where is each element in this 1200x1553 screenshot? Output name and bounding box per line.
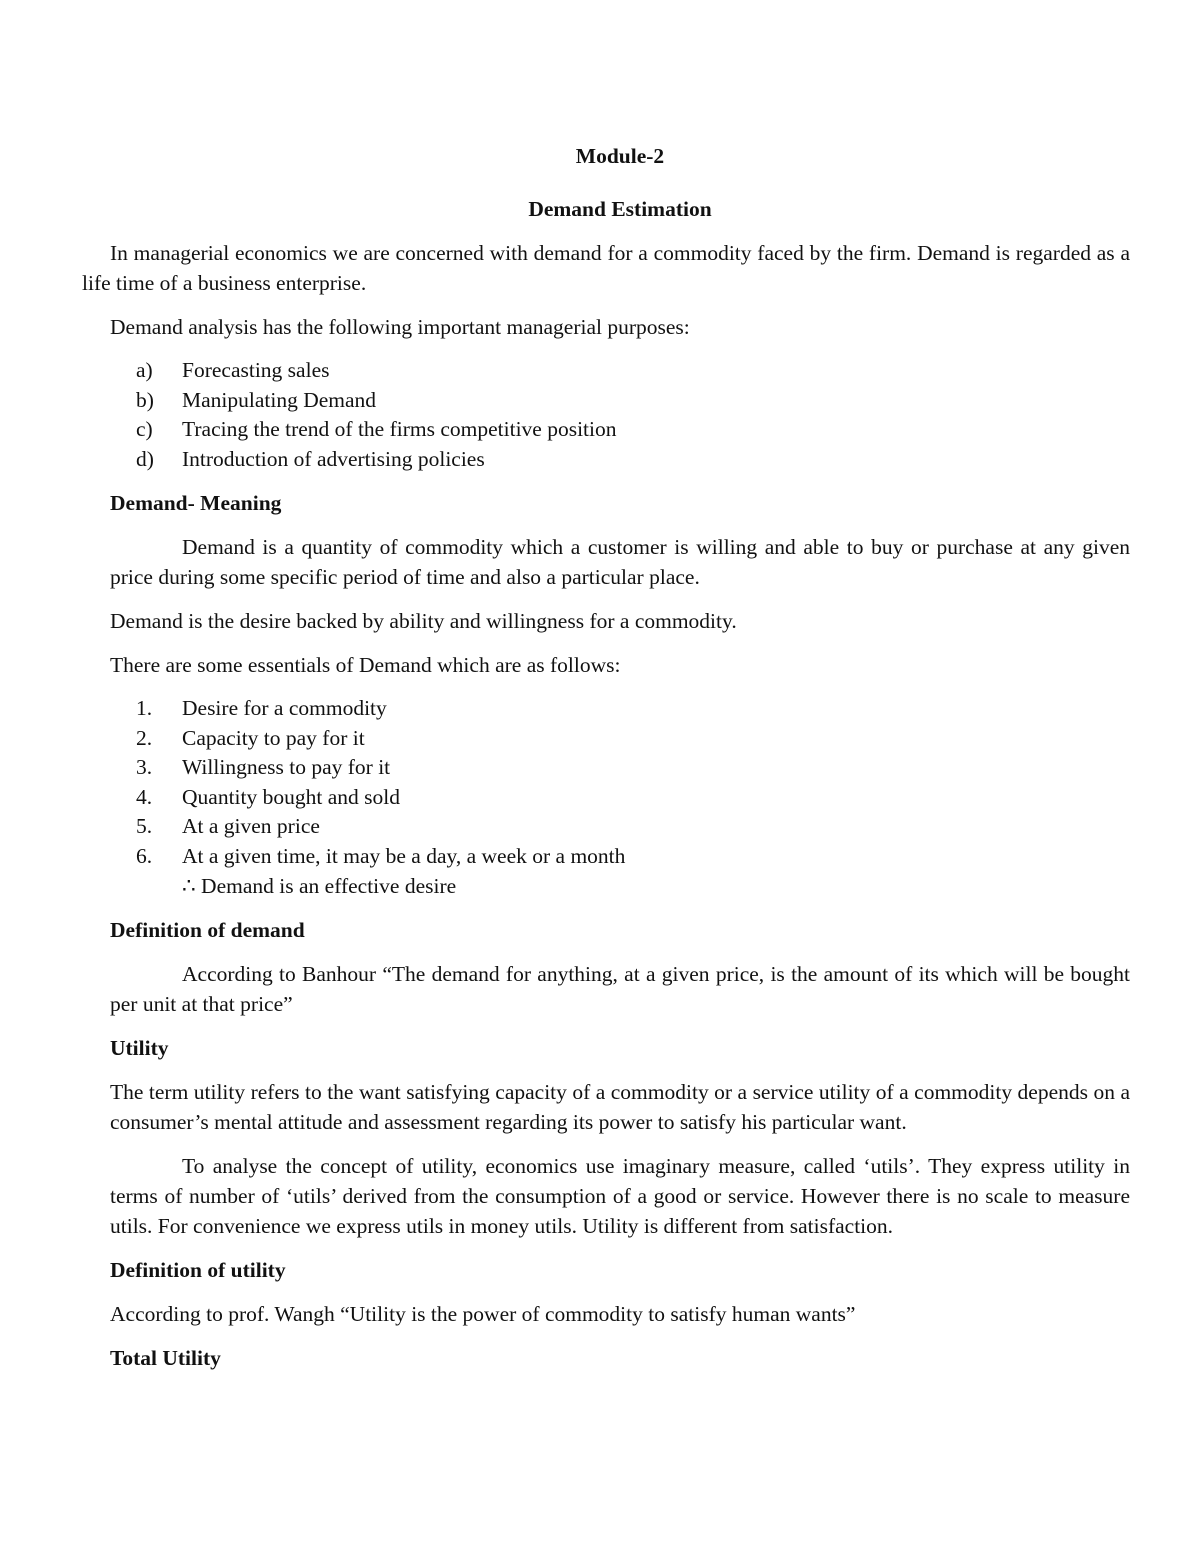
list-item-text: Introduction of advertising policies — [182, 446, 485, 471]
list-marker: b) — [136, 387, 154, 412]
list-item — [110, 694, 1130, 724]
list-item — [110, 386, 1130, 416]
desire-paragraph: Demand is the desire backed by ability and willingness for a commodity. — [110, 609, 737, 633]
essentials-intro: There are some essentials of Demand which are as follows: — [110, 653, 621, 677]
list-item-text: At a given price — [182, 814, 320, 838]
definition-demand-paragraph: According to Banhour “The demand for anything, at a given price, is the amount of its which will be bought per unit at that price” — [110, 962, 1130, 1016]
utility-heading: Utility — [110, 1036, 169, 1060]
list-item-text: Capacity to pay for it — [182, 725, 365, 750]
intro-paragraph: In managerial economics we are concerned with demand for a commodity faced by the firm. Demand is regarded as a life time of a business enterprise. — [82, 241, 1130, 295]
list-marker: d) — [136, 446, 154, 471]
list-item-text: Willingness to pay for it — [182, 755, 391, 779]
list-item — [110, 415, 1130, 445]
definition-utility-paragraph: According to prof. Wangh “Utility is the power of commodity to satisfy human wants” — [110, 1302, 856, 1326]
list-marker: 5. — [136, 814, 153, 838]
list-item-text: Desire for a commodity — [182, 696, 387, 720]
meaning-paragraph: Demand is a quantity of commodity which a customer is willing and able to buy or purchase at any given price during some specific period of time and also a particular place. — [110, 535, 1130, 589]
list-item-text: Tracing the trend of the firms competitive position — [182, 417, 617, 441]
definition-demand-heading: Definition of demand — [110, 918, 305, 942]
utility-paragraph: The term utility refers to the want satisfying capacity of a commodity or a service utility of a commodity depends on a consumer’s mental attitude and assessment regarding its power to satisfy his particular want. — [110, 1080, 1130, 1134]
list-item — [110, 445, 1130, 475]
list-marker: c) — [136, 417, 153, 441]
list-item — [110, 812, 1130, 842]
list-marker: 2. — [136, 725, 153, 750]
list-marker: 3. — [136, 755, 153, 779]
list-item — [110, 783, 1130, 813]
module-title: Module-2 — [575, 144, 665, 168]
list-item — [110, 724, 1130, 754]
utils-paragraph: To analyse the concept of utility, economics use imaginary measure, called ‘utils’. They express utility in terms of number of ‘utils’ derived from the consumption of a good or service. However there is no scale to measure utils. For convenience we express utils in money utils. Utility is different from satisfaction. — [110, 1154, 1130, 1238]
list-marker: 4. — [136, 784, 153, 809]
purposes-list — [110, 356, 1130, 474]
list-marker: a) — [136, 358, 153, 382]
list-marker: 1. — [136, 696, 153, 720]
therefore-line: ∴ Demand is an effective desire — [182, 874, 457, 898]
meaning-heading: Demand- Meaning — [110, 491, 282, 515]
list-item-text: Forecasting sales — [182, 358, 330, 382]
essentials-list — [110, 694, 1130, 871]
list-item-text: Manipulating Demand — [182, 387, 377, 412]
purposes-intro: Demand analysis has the following important managerial purposes: — [110, 315, 690, 339]
document-page — [82, 141, 1130, 1387]
list-item — [110, 842, 1130, 872]
definition-utility-heading: Definition of utility — [110, 1258, 286, 1282]
list-item-text: At a given time, it may be a day, a week or a month — [182, 843, 626, 868]
list-item — [110, 753, 1130, 783]
list-marker: 6. — [136, 843, 153, 868]
list-item-text: Quantity bought and sold — [182, 784, 400, 809]
total-utility-heading: Total Utility — [110, 1346, 221, 1370]
chapter-title: Demand Estimation — [528, 197, 712, 221]
list-item — [110, 356, 1130, 386]
